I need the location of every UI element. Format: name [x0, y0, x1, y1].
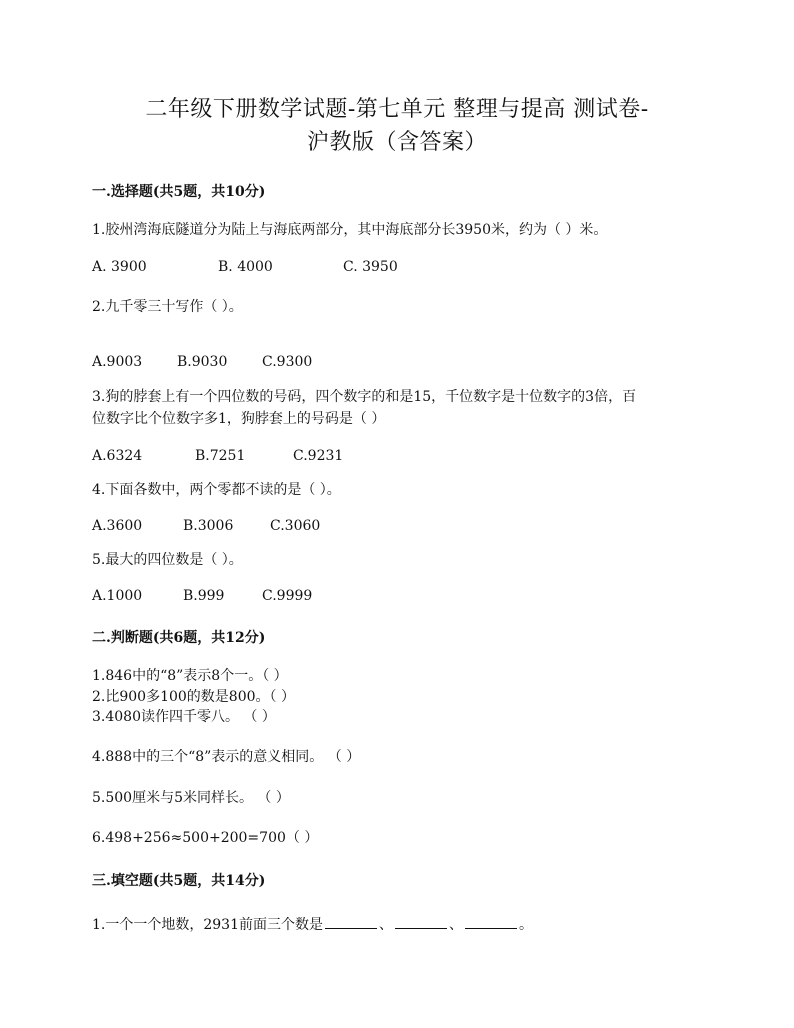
section-heading-judgement: 二.判断题(共6题，共12分) — [92, 630, 266, 646]
sentence-end: 。 — [519, 917, 533, 933]
option-c: C.3060 — [270, 518, 321, 534]
section-heading-choice: 一.选择题(共5题，共10分) — [92, 184, 266, 200]
option-a: A.9003 — [92, 354, 143, 370]
option-b: B.7251 — [195, 448, 246, 464]
question-1-3-line2: 位数字比个位数字多1，狗脖套上的号码是（ ） — [92, 411, 386, 427]
fill-blank-question-1 — [92, 914, 533, 935]
option-c: C.9300 — [262, 354, 313, 370]
answer-blank[interactable] — [465, 914, 517, 929]
option-c: C.9999 — [262, 588, 313, 604]
judgement-question-4: 4.888中的三个“8”表示的意义相同。 （ ） — [92, 749, 361, 765]
document-title-line2: 沪教版（含答案） — [306, 130, 487, 155]
judgement-question-1: 1.846中的“8”表示8个一。（ ） — [92, 668, 288, 684]
question-1-5: 5.最大的四位数是（ ）。 — [92, 552, 243, 568]
fill-blank-question-text: 1.一个一个地数，2931前面三个数是 — [92, 917, 323, 933]
document-title-line1: 二年级下册数学试题-第七单元 整理与提高 测试卷- — [145, 97, 649, 122]
judgement-question-6: 6.498+256≈500+200=700（ ） — [92, 830, 319, 846]
answer-blank[interactable] — [325, 914, 377, 929]
option-a: A.6324 — [92, 448, 143, 464]
judgement-question-5: 5.500厘米与5米同样长。 （ ） — [92, 790, 290, 806]
question-1-3-line1: 3.狗的脖套上有一个四位数的号码，四个数字的和是15，千位数字是十位数字的3倍，百 — [92, 389, 637, 405]
option-c: C.9231 — [293, 448, 344, 464]
judgement-question-2: 2.比900多100的数是800。（ ） — [92, 689, 295, 705]
option-a: A.3600 — [92, 518, 143, 534]
option-c: C. 3950 — [343, 259, 398, 275]
answer-blank[interactable] — [395, 914, 447, 929]
section-heading-fill-blank: 三.填空题(共5题，共14分) — [92, 873, 266, 889]
option-a: A.1000 — [92, 588, 143, 604]
option-a: A. 3900 — [92, 259, 147, 275]
question-1-2: 2.九千零三十写作（ ）。 — [92, 299, 243, 315]
option-b: B. 4000 — [218, 259, 273, 275]
judgement-question-3: 3.4080读作四千零八。 （ ） — [92, 709, 276, 725]
separator: 、 — [379, 917, 393, 933]
option-b: B.999 — [183, 588, 225, 604]
question-1-4: 4.下面各数中，两个零都不读的是（ ）。 — [92, 482, 341, 498]
option-b: B.9030 — [177, 354, 228, 370]
question-1-1: 1.胶州湾海底隧道分为陆上与海底两部分，其中海底部分长3950米，约为（ ）米。 — [92, 222, 608, 238]
option-b: B.3006 — [183, 518, 234, 534]
separator: 、 — [449, 917, 463, 933]
